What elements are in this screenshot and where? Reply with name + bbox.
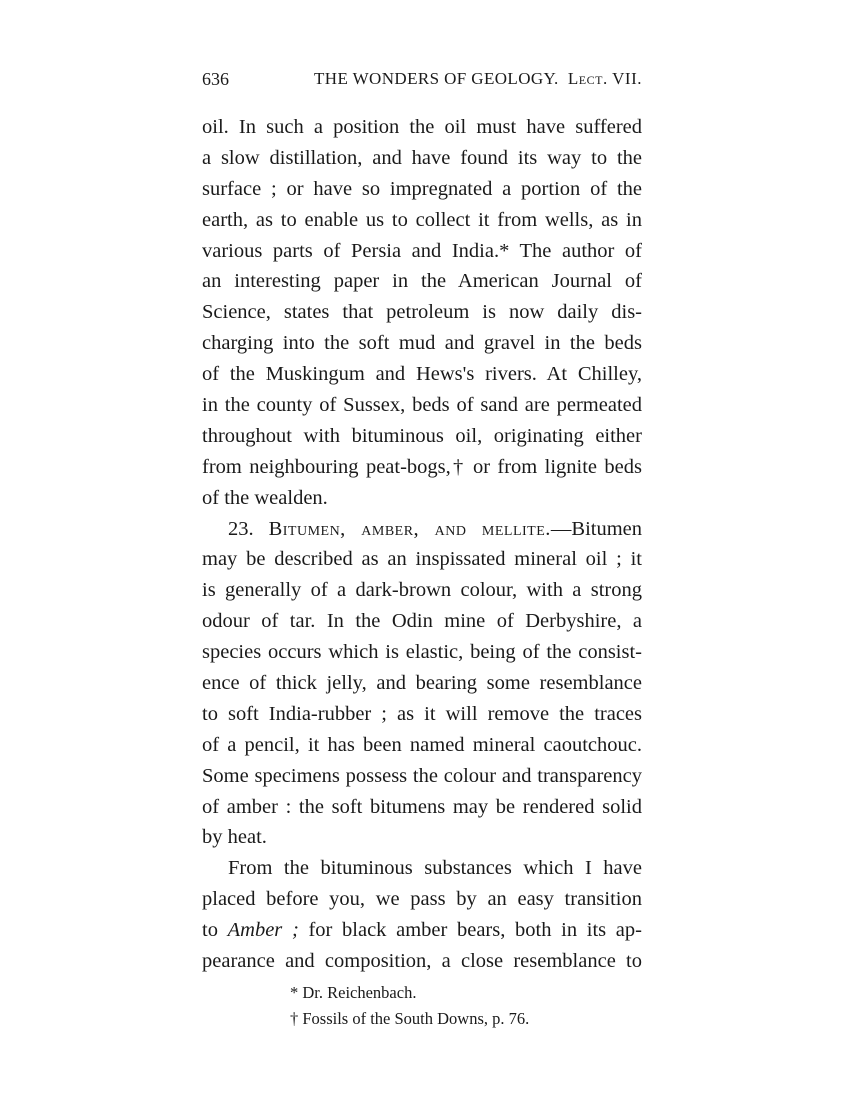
text-line — [202, 915, 642, 946]
footnote: * Dr. Reichenbach. — [290, 983, 417, 1002]
text-line: From the bituminous substances which I have — [228, 857, 642, 880]
text-line: earth, as to enable us to collect it from wells, as in — [202, 208, 642, 231]
footnotes — [290, 980, 630, 1032]
section-heading-continuation: —Bitumen — [550, 517, 642, 540]
section-heading-line — [202, 514, 642, 545]
text-line: oil. In such a position the oil must have suffered — [202, 116, 642, 138]
text-line: to soft India-rubber ; as it will remove the traces — [202, 702, 642, 725]
text-fragment: for black amber bears, both in its ap- — [298, 919, 642, 942]
running-header — [202, 66, 642, 92]
text-line: may be described as an inspissated mineral oil ; it — [202, 548, 642, 571]
text-line: by heat. — [202, 826, 267, 849]
text-line: an interesting paper in the American Journal of — [202, 270, 642, 293]
italic-term-amber: Amber ; — [227, 919, 299, 942]
text-line: odour of tar. In the Odin mine of Derbyshire, a — [202, 610, 642, 633]
text-line: ence of thick jelly, and bearing some resemblance — [202, 672, 642, 695]
footnote: † Fossils of the South Downs, p. 76. — [290, 1009, 530, 1028]
page-body — [202, 112, 642, 977]
lecture-label: Lect. VII. — [567, 69, 642, 88]
text-line: charging into the soft mud and gravel in the beds — [202, 332, 642, 355]
text-line: a slow distillation, and have found its way to the — [202, 146, 642, 169]
text-line: species occurs which is elastic, being of the consist- — [202, 641, 642, 664]
section-heading: Bitumen, amber, and mellite. — [268, 517, 551, 540]
text-line: of a pencil, it has been named mineral caoutchouc. — [202, 733, 642, 756]
text-line: from neighbouring peat-bogs,† or from lignite beds — [202, 455, 642, 478]
text-line: of amber : the soft bitumens may be rendered solid — [202, 795, 642, 818]
text-line: Science, states that petroleum is now daily dis- — [202, 301, 642, 324]
text-line: throughout with bituminous oil, originating either — [202, 424, 642, 447]
running-title: THE WONDERS OF GEOLOGY. — [314, 69, 559, 88]
text-line: of the Muskingum and Hews's rivers. At Chilley, — [202, 363, 642, 386]
text-line: placed before you, we pass by an easy transition — [202, 888, 642, 911]
text-line: of the wealden. — [202, 486, 328, 509]
text-line: is generally of a dark-brown colour, with a strong — [202, 579, 642, 602]
text-line: Some specimens possess the colour and transparency — [202, 764, 642, 787]
text-line: pearance and composition, a close resemblance to — [202, 950, 642, 973]
text-line: various parts of Persia and India.* The author of — [202, 239, 642, 262]
page-number: 636 — [202, 69, 229, 89]
text-fragment: to — [202, 919, 228, 942]
text-line: in the county of Sussex, beds of sand are permeated — [202, 394, 642, 417]
section-number: 23. — [228, 517, 254, 540]
text-line: surface ; or have so impregnated a portion of the — [202, 177, 642, 200]
